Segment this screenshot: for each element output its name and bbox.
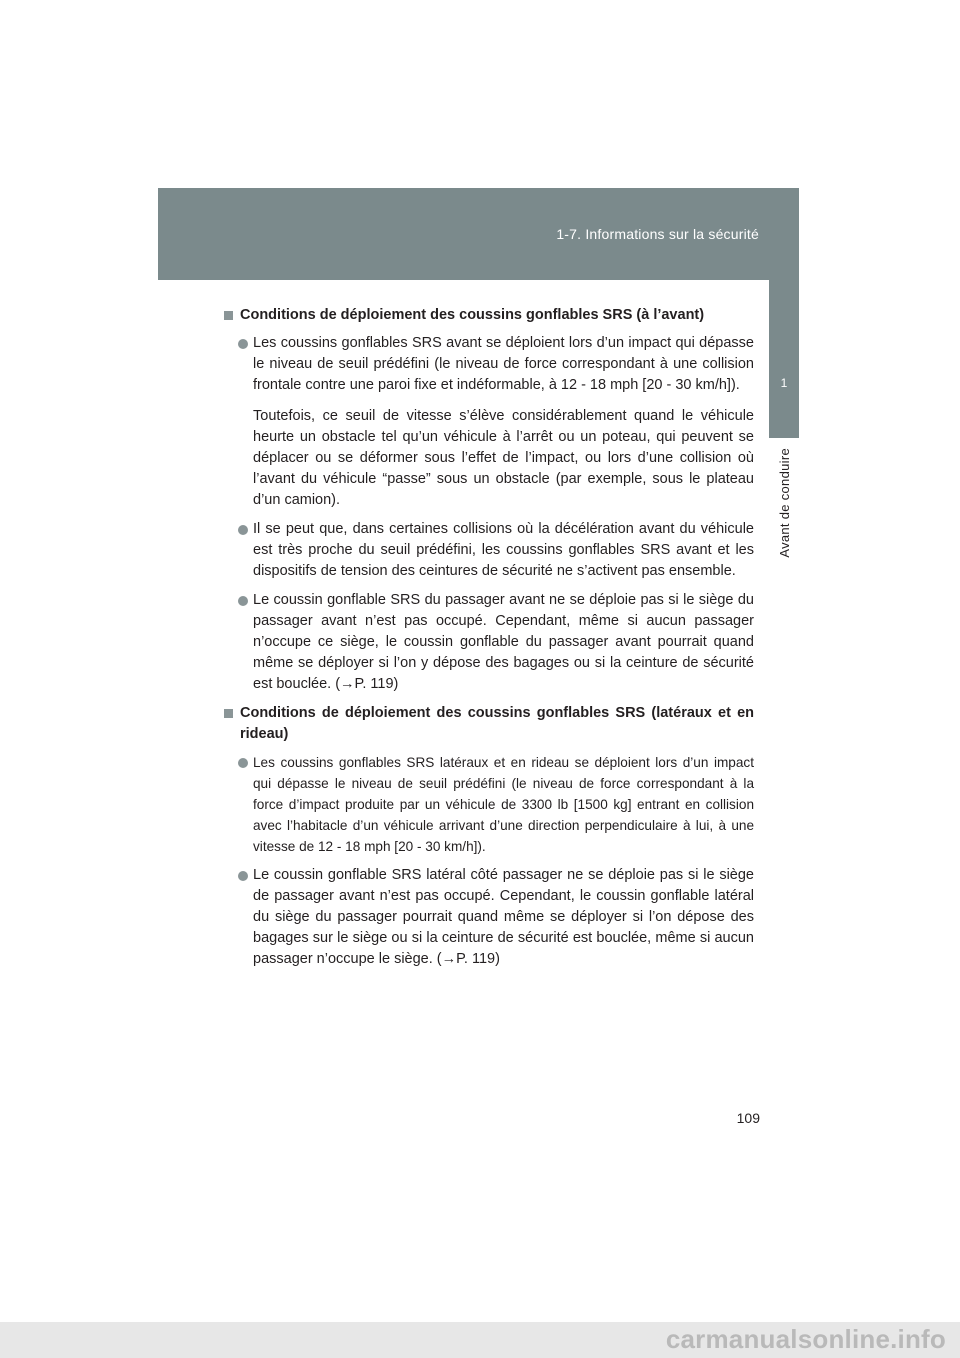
circle-bullet-icon (238, 339, 248, 349)
page-content (224, 305, 754, 978)
paragraph: Le coussin gonflable SRS latéral côté passager ne se déploie pas si le siège de passager avant n’est pas occupé. Cependant, le coussin gonflable latéral du siège du passager pourrait quand même se déployer si l’on dépose des bagages sur le siège ou si la ceinture de sécurité est bouclée, même si aucun passager n’occupe le siège. (→P. 119) (253, 867, 754, 967)
square-bullet-icon (224, 709, 233, 718)
paragraph: Toutefois, ce seuil de vitesse s’élève considérablement quand le véhicule heurte un obstacle tel qu’un véhicule à l’arrêt ou un poteau, qui peuvent se déplacer ou se déformer sous l’effet de l’impact, ou lors d’une collision où l’avant du véhicule “passe” sous un obstacle (par exemple, sous le plateau d’un camion). (253, 408, 754, 508)
circle-bullet-icon (238, 525, 248, 535)
paragraph: Les coussins gonflables SRS avant se déploient lors d’un impact qui dépasse le niveau de seuil prédéfini (le niveau de force correspondant à une collision frontale contre une paroi fixe et indéformable, à 12 - 18 mph [20 - 30 km/h]). (253, 335, 754, 393)
chapter-label-text: Avant de conduire (776, 448, 792, 558)
section-title: 1-7. Informations sur la sécurité (556, 226, 759, 242)
square-bullet-icon (224, 311, 233, 320)
paragraph: Le coussin gonflable SRS du passager avant ne se déploie pas si le siège du passager avant n’est pas occupé. Cependant, même si aucun passager n’occupe ce siège, le coussin gonflable du passager avant pourrait quand même se déployer si l’on y dépose des bagages ou si la ceinture de sécurité est bouclée. (→P. 119) (253, 592, 754, 692)
list-item (224, 333, 754, 511)
section-heading-text: Conditions de déploiement des coussins gonflables SRS (latéraux et en rideau) (240, 705, 754, 742)
watermark-bar (0, 1322, 960, 1358)
chapter-label (769, 448, 799, 568)
list-item (224, 865, 754, 970)
section-heading-text: Conditions de déploiement des coussins gonflables SRS (à l’avant) (240, 307, 705, 323)
list-item (224, 752, 754, 857)
circle-bullet-icon (238, 871, 248, 881)
paragraph: Les coussins gonflables SRS latéraux et en rideau se déploient lors d’un impact qui dépasse le niveau de seuil prédéfini (le niveau de force correspondant à la force d’impact produite par un véhicule de 3300 lb [1500 kg] entrant en collision avec l’habitacle d’un véhicule arrivant d’une direction perpendiculaire à lui, à une vitesse de 12 - 18 mph [20 - 30 km/h]). (253, 755, 754, 854)
header-band (158, 188, 799, 280)
circle-bullet-icon (238, 758, 248, 768)
section-heading (224, 703, 754, 745)
circle-bullet-icon (238, 596, 248, 606)
section-heading (224, 305, 754, 326)
paragraph: Il se peut que, dans certaines collisions où la décélération avant du véhicule est très proche du seuil prédéfini, les coussins gonflables SRS avant et les dispositifs de tension des ceintures de sécurité ne s’activent pas ensemble. (253, 521, 754, 579)
page-number: 109 (736, 1110, 760, 1126)
list-item (224, 519, 754, 582)
chapter-number: 1 (780, 376, 788, 390)
chapter-tab (769, 280, 799, 438)
watermark-text: carmanualsonline.info (665, 1324, 946, 1354)
list-item (224, 590, 754, 695)
